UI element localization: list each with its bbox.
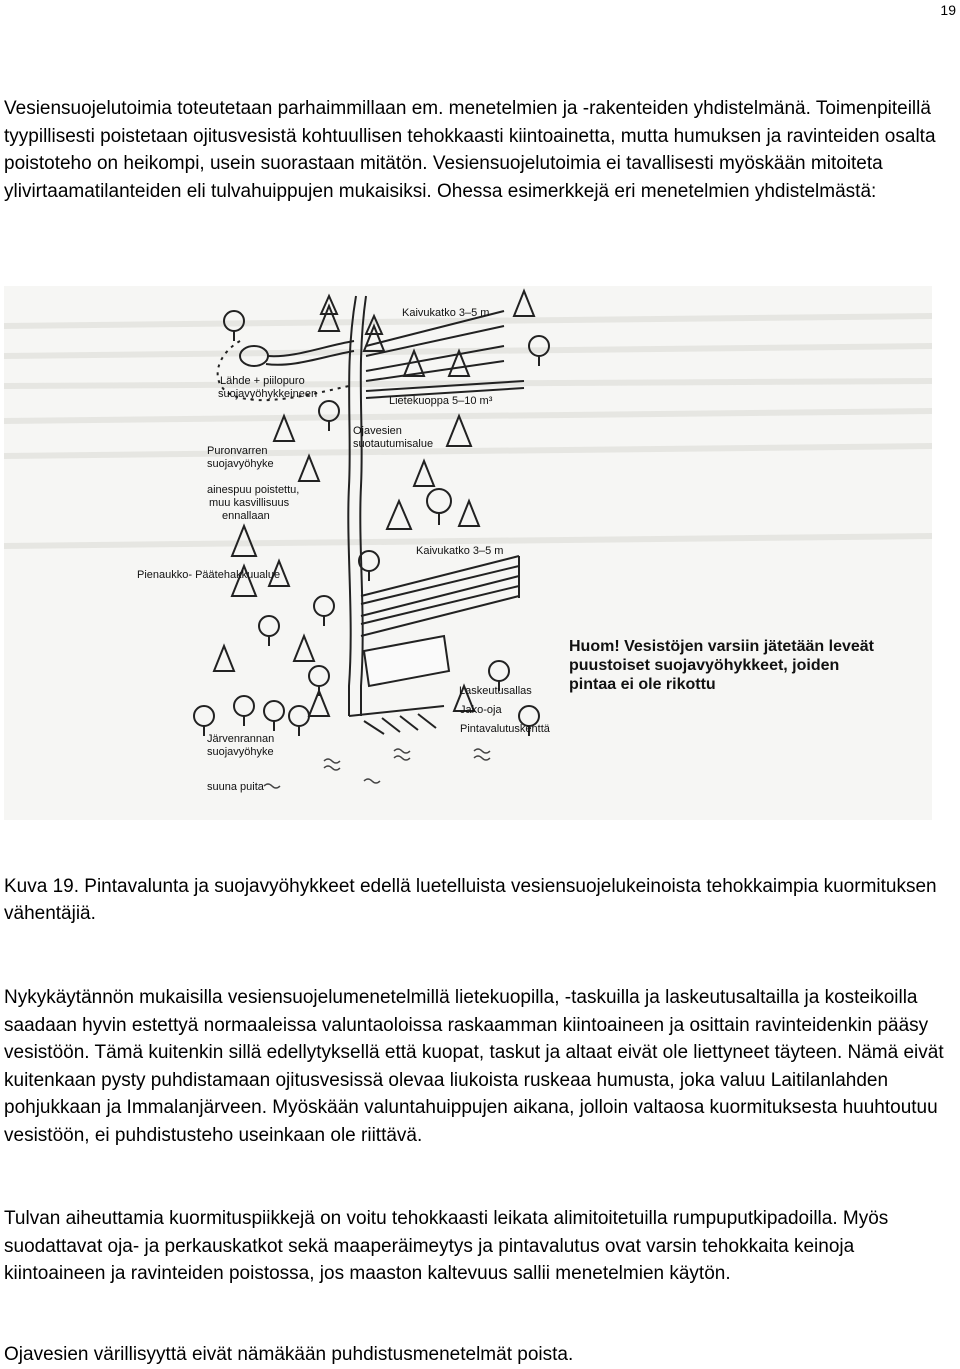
label-lietekuoppa: Lietekuoppa 5–10 m³ xyxy=(389,395,493,407)
label-jarvenrannan-line1: Järvenrannan xyxy=(207,733,275,745)
scan-texture xyxy=(4,316,932,546)
distribution-ditch xyxy=(349,706,444,734)
label-lahde-line2: suojavyöhykkeineen xyxy=(218,388,318,400)
intro-paragraph: Vesiensuojelutoimia toteutetaan parhaimmillaan em. menetelmien ja -rakenteiden yhdistelmänä. Toimenpiteillä tyypillisesti poistetaan ojitusvesistä kohtuullisen tehokkaasti kiintoainetta, mutta humuksen ja ravinteiden osalta poistoteho on heikompi, usein suorastaan mitätön. Vesiensuojelutoimia ei tavallisesti myöskään mitoiteta ylivirtaamatilanteiden eli tulvahuippujen mukaisiksi. Ohessa esimerkkejä eri menetelmien yhdistelmästä: xyxy=(4,98,936,202)
label-pienaukko: Pienaukko- Päätehakkuualue xyxy=(137,569,281,581)
label-ainespuu-line3: ennallaan xyxy=(222,510,270,522)
label-laskeutusallas: Laskeutusallas xyxy=(459,685,532,697)
settling-basin xyxy=(364,636,449,686)
lake-waves xyxy=(264,749,490,788)
label-puronvarren-line2: suojavyöhyke xyxy=(207,458,274,470)
middle-spur-ditches xyxy=(361,556,519,636)
figure-water-protection-diagram xyxy=(4,286,932,820)
label-kaivukatko-mid: Kaivukatko 3–5 m xyxy=(416,545,504,557)
diagram-drawing xyxy=(4,286,932,820)
label-kaivukatko-top: Kaivukatko 3–5 m xyxy=(402,307,490,319)
label-ojavesien-line2: suotautumisalue xyxy=(353,438,434,450)
label-jarvenrannan-line2: suojavyöhyke xyxy=(207,746,274,758)
label-lahde-line1: Lähde + piilopuro xyxy=(220,375,305,387)
label-ainespuu-line1: ainespuu poistettu, xyxy=(207,484,300,496)
note-huom-line3: pintaa ei ole rikottu xyxy=(569,676,716,693)
note-huom-line2: puustoiset suojavyöhykkeet, joiden xyxy=(569,657,840,674)
label-suuna-puita: suuna puita xyxy=(207,781,264,793)
label-ojavesien-line1: Ojavesien xyxy=(353,425,402,437)
label-ainespuu-line2: muu kasvillisuus xyxy=(209,497,290,509)
figure-caption: Kuva 19. Pintavalunta ja suojavyöhykkeet edellä luetelluista vesiensuojelukeinoista tehokkaimpia kuormituksen vähentäjiä. xyxy=(4,876,937,924)
page-number: 19 xyxy=(940,2,956,18)
label-pintavalutuskentta: Pintavalutuskenttä xyxy=(460,723,550,735)
label-jako-oja: Jako-oja xyxy=(460,704,502,716)
paragraph-methods: Nykykäytännön mukaisilla vesiensuojelumenetelmillä lietekuopilla, -taskuilla ja laskeutusaltailla ja kosteikoilla saadaan hyvin estettyä normaaleissa valuntaoloissa raskaamman kiintoaineen ja osittain ravinteidenkin pääsy vesistöön. Tämä kuitenkin sillä edellytyksellä että kuopat, taskut ja altaat eivät ole liettyneet täyteen. Nämä eivät kuitenkaan pysty puhdistamaan ojitusvesissä olevaa liukoista ruskeaa humusta, joka valuu Laitilanlahden pohjukkaan ja Immalanjärveen. Myöskään valuntahuippujen aikana, jolloin valtaosa kuormituksesta huuhtoutuu vesistöön, ei puhdistusteho useinkaan ole riittävä. xyxy=(4,987,944,1146)
label-puronvarren-line1: Puronvarren xyxy=(207,445,268,457)
note-huom-line1: Huom! Vesistöjen varsiin jätetään leveät xyxy=(569,638,875,655)
paragraph-color: Ojavesien värillisyyttä eivät nämäkään puhdistusmenetelmät poista. xyxy=(4,1344,574,1365)
paragraph-flood-peaks: Tulvan aiheuttamia kuormituspiikkejä on voitu tehokkaasti leikata alimitoitetuilla rumpuputkipadoilla. Myös suodattavat oja- ja perkauskatkot sekä maaperäimeytys ja pintavalutus ovat varsin tehokkaita keinoja kiintoaineen ja ravinteiden poistossa, jos maaston kaltevuus sallii menetelmien käytön. xyxy=(4,1208,889,1284)
